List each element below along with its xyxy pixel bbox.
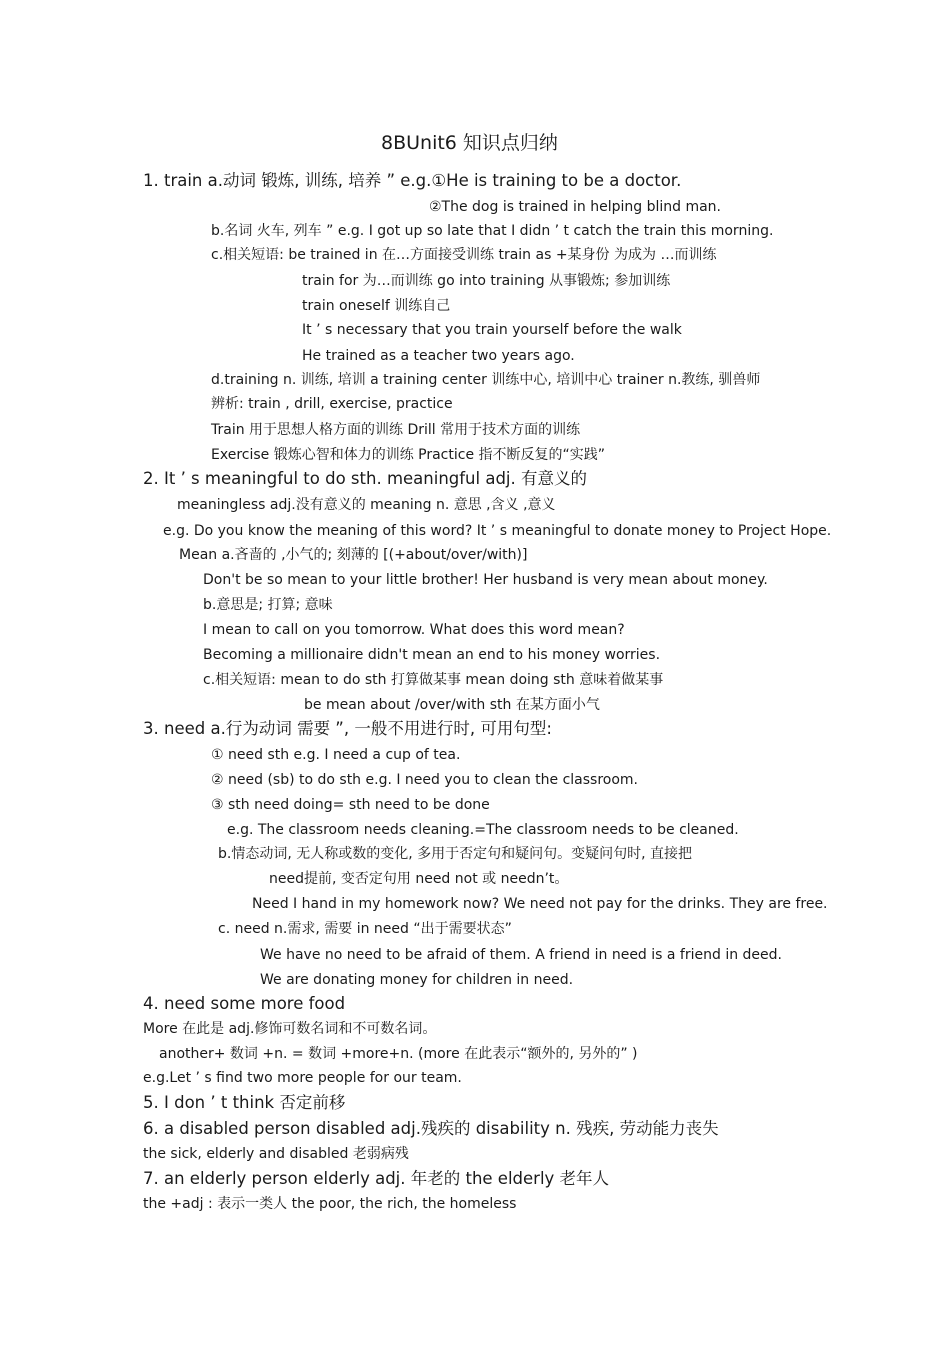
text-line: I mean to call on you tomorrow. What does this word mean? bbox=[203, 622, 625, 638]
text-line: e.g.Let ’ s find two more people for our team. bbox=[143, 1070, 462, 1086]
text-line: need提前, 变否定句用 need not 或 needn’t。 bbox=[269, 871, 569, 887]
text-line: d.training n. 训练, 培训 a training center 训练中心, 培训中心 trainer n.教练, 驯兽师 bbox=[211, 372, 761, 388]
text-line: c.相关短语: be trained in 在…方面接受训练 train as +某身份 为成为 …而训练 bbox=[211, 247, 717, 263]
text-line: We are donating money for children in need. bbox=[260, 972, 574, 988]
text-line: e.g. The classroom needs cleaning.=The classroom needs to be cleaned. bbox=[227, 822, 739, 838]
text-line: c.相关短语: mean to do sth 打算做某事 mean doing sth 意味着做某事 bbox=[203, 672, 664, 688]
text-line: ② need (sb) to do sth e.g. I need you to clean the classroom. bbox=[211, 772, 638, 788]
heading-need: 3. need a.行为动词 需要 ”, 一般不用进行时, 可用句型: bbox=[143, 719, 552, 738]
heading-disabled: 6. a disabled person disabled adj.残疾的 disability n. 残疾, 劳动能力丧失 bbox=[143, 1119, 719, 1138]
heading-dont-think: 5. I don ’ t think 否定前移 bbox=[143, 1093, 346, 1112]
text-line: Need I hand in my homework now? We need not pay for the drinks. They are free. bbox=[252, 896, 828, 912]
text-line: ① need sth e.g. I need a cup of tea. bbox=[211, 747, 461, 763]
heading-meaningful: 2. It ’ s meaningful to do sth. meaningful adj. 有意义的 bbox=[143, 469, 588, 488]
heading-elderly: 7. an elderly person elderly adj. 年老的 the elderly 老年人 bbox=[143, 1169, 610, 1188]
text-line: b.情态动词, 无人称或数的变化, 多用于否定句和疑问句。变疑问句时, 直接把 bbox=[218, 846, 693, 862]
text-line: the sick, elderly and disabled 老弱病残 bbox=[143, 1146, 409, 1162]
text-line: 辨析: train , drill, exercise, practice bbox=[211, 396, 453, 412]
text-line: e.g. Do you know the meaning of this word? It ’ s meaningful to donate money to Project Hope. bbox=[163, 523, 832, 539]
heading-more-food: 4. need some more food bbox=[143, 994, 346, 1013]
text-line: train oneself 训练自己 bbox=[302, 298, 451, 314]
text-line: be mean about /over/with sth 在某方面小气 bbox=[304, 697, 600, 713]
text-line: Exercise 锻炼心智和体力的训练 Practice 指不断反复的“实践” bbox=[211, 447, 606, 463]
heading-train: 1. train a.动词 锻炼, 训练, 培养 ” e.g.①He is training to be a doctor. bbox=[143, 171, 682, 190]
text-line: c. need n.需求, 需要 in need “出于需要状态” bbox=[218, 921, 512, 937]
text-line: meaningless adj.没有意义的 meaning n. 意思 ,含义 ,意义 bbox=[177, 497, 556, 513]
text-line: the +adj : 表示一类人 the poor, the rich, the homeless bbox=[143, 1196, 517, 1212]
text-line: b.意思是; 打算; 意味 bbox=[203, 597, 333, 613]
text-line: train for 为…而训练 go into training 从事锻炼; 参加训练 bbox=[302, 273, 671, 289]
text-line: It ’ s necessary that you train yourself before the walk bbox=[302, 322, 682, 338]
text-line: More 在此是 adj.修饰可数名词和不可数名词。 bbox=[143, 1021, 437, 1037]
text-line: He trained as a teacher two years ago. bbox=[302, 348, 575, 364]
text-line: Becoming a millionaire didn't mean an end to his money worries. bbox=[203, 647, 661, 663]
text-line: We have no need to be afraid of them. A friend in need is a friend in deed. bbox=[260, 947, 782, 963]
text-line: b.名词 火车, 列车 ” e.g. I got up so late that I didn ’ t catch the train this morning. bbox=[211, 223, 774, 239]
text-line: ②The dog is trained in helping blind man. bbox=[429, 199, 721, 215]
text-line: ③ sth need doing= sth need to be done bbox=[211, 797, 490, 813]
text-line: Don't be so mean to your little brother! Her husband is very mean about money. bbox=[203, 572, 768, 588]
text-line: another+ 数词 +n. = 数词 +more+n. (more 在此表示“额外的, 另外的” ) bbox=[159, 1046, 638, 1062]
text-line: Train 用于思想人格方面的训练 Drill 常用于技术方面的训练 bbox=[211, 422, 581, 438]
text-line: Mean a.吝啬的 ,小气的; 刻薄的 [(+about/over/with)] bbox=[179, 547, 528, 563]
page-title: 8BUnit6 知识点归纳 bbox=[381, 132, 558, 154]
